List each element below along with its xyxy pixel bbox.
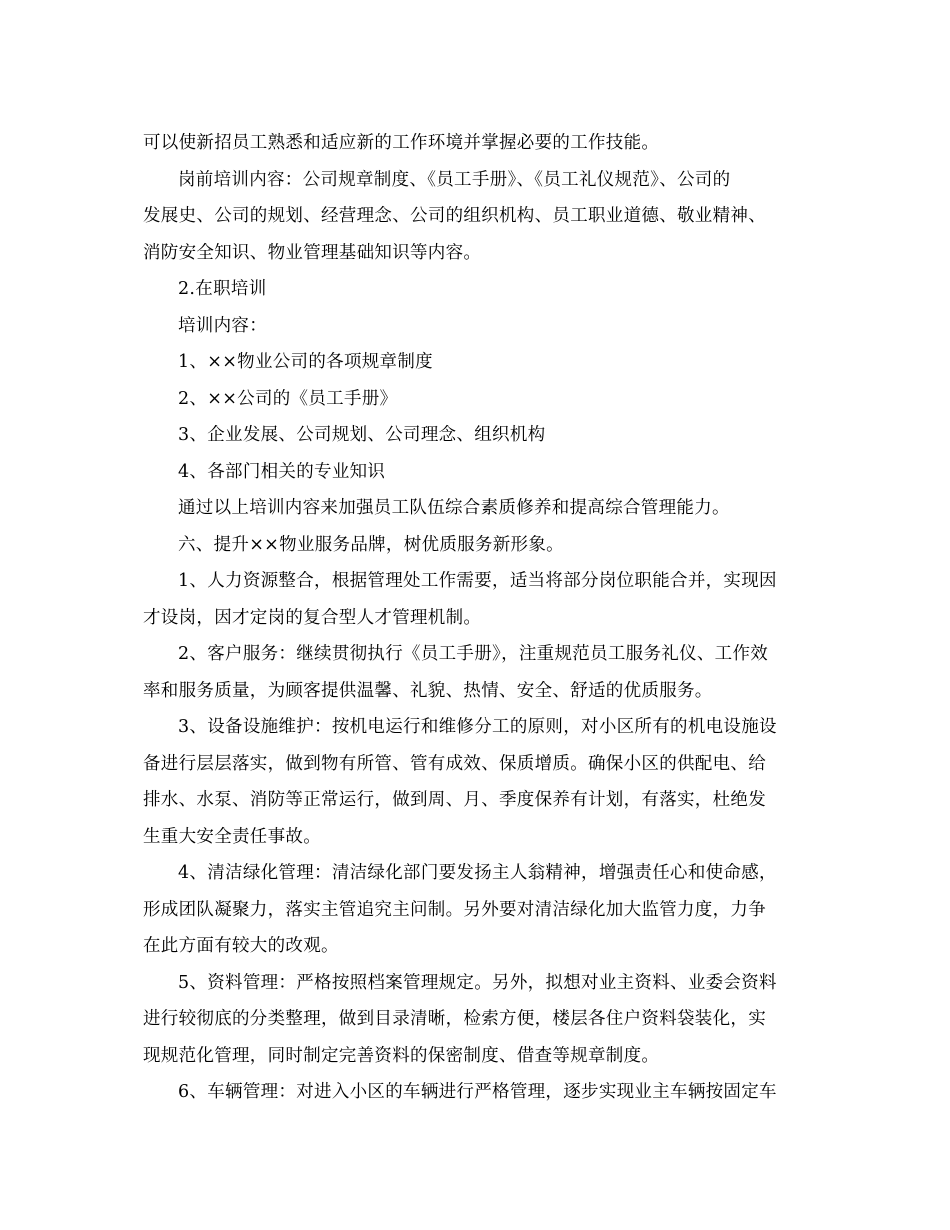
text-line: 6、车辆管理：对进入小区的车辆进行严格管理，逐步实现业主车辆按固定车 [178, 1082, 777, 1102]
list-item: 2、××公司的《员工手册》 [178, 388, 398, 409]
list-item: 1、××物业公司的各项规章制度 [178, 352, 433, 372]
text-line: 形成团队凝聚力，落实主管追究主问制。另外要对清洁绿化加大监管力度，力争 [143, 899, 766, 920]
text-line: 5、资料管理：严格按照档案管理规定。另外，拟想对业主资料、业委会资料 [178, 972, 777, 993]
text-line: 3、设备设施维护：按机电运行和维修分工的原则，对小区所有的机电设施设 [178, 717, 777, 737]
text-line: 1、人力资源整合，根据管理处工作需要，适当将部分岗位职能合并，实现因 [178, 571, 777, 591]
text-line: 岗前培训内容：公司规章制度、《员工手册》、《员工礼仪规范》、公司的 [178, 169, 731, 190]
text-line: 4、清洁绿化管理：清洁绿化部门要发扬主人翁精神，增强责任心和使命感， [178, 863, 777, 883]
text-line: 发展史、公司的规划、经营理念、公司的组织机构、员工职业道德、敬业精神、 [143, 206, 766, 226]
text-line: 进行较彻底的分类整理，做到目录清晰，检索方便，楼层各住户资料袋装化，实 [143, 1009, 766, 1029]
text-line: 备进行层层落实，做到物有所管、管有成效、保质增质。确保小区的供配电、给 [143, 753, 766, 774]
text-line: 率和服务质量，为顾客提供温馨、礼貌、热情、安全、舒适的优质服务。 [143, 680, 713, 701]
text-line: 通过以上培训内容来加强员工队伍综合素质修养和提高综合管理能力。 [178, 498, 730, 518]
document-body [143, 125, 809, 1111]
text-line: 排水、水泵、消防等正常运行，做到周、月、季度保养有计划，有落实，杜绝发 [143, 790, 766, 810]
text-line: 消防安全知识、物业管理基础知识等内容。 [143, 242, 482, 263]
text-line: 2、客户服务：继续贯彻执行《员工手册》，注重规范员工服务礼仪、工作效 [178, 644, 769, 664]
text-line: 可以使新招员工熟悉和适应新的工作环境并掌握必要的工作技能。 [143, 133, 660, 153]
text-line: 培训内容： [178, 315, 267, 336]
text-line: 现规范化管理，同时制定完善资料的保密制度、借查等规章制度。 [143, 1045, 660, 1066]
list-item: 3、企业发展、公司规划、公司理念、组织机构 [178, 425, 546, 445]
section-heading: 六、提升××物业服务品牌，树优质服务新形象。 [178, 534, 564, 555]
text-line: 生重大安全责任事故。 [143, 826, 321, 847]
text-line: 才设岗，因才定岗的复合型人才管理机制。 [143, 607, 482, 628]
list-item: 4、各部门相关的专业知识 [178, 461, 386, 482]
text-line: 在此方面有较大的改观。 [143, 936, 339, 956]
section-heading: 2.在职培训 [178, 279, 267, 299]
